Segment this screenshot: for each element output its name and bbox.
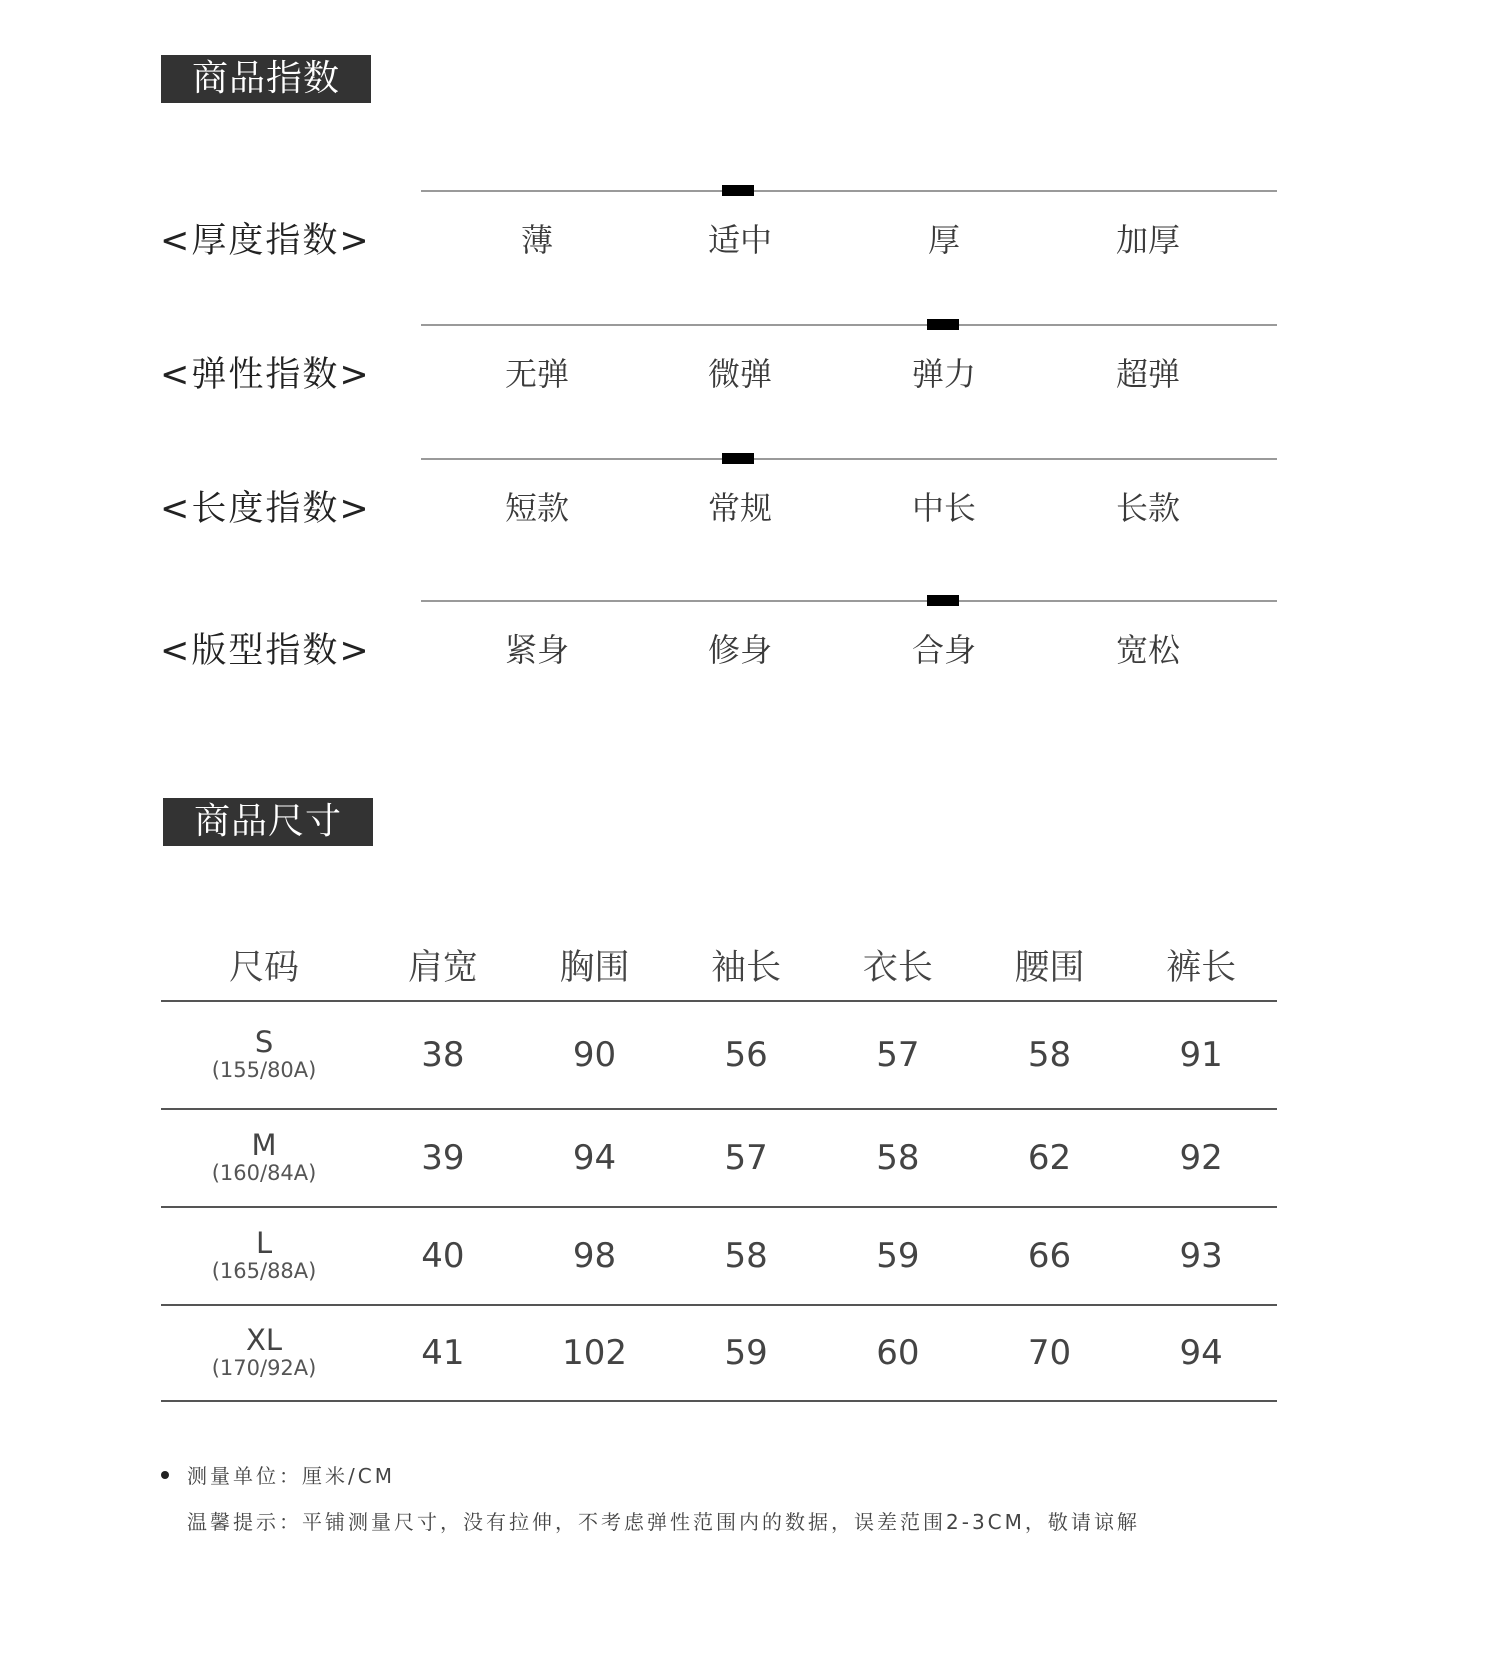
elasticity-option: 弹力 (911, 355, 976, 393)
measurement-tip: 温馨提示：平铺测量尺寸，没有拉伸，不考虑弹性范围内的数据，误差范围2-3CM，敬请谅解 (187, 1510, 1140, 1534)
table-row (161, 1305, 1277, 1401)
fit-index-title: <版型指数> (160, 631, 371, 671)
size-spec: (165/88A) (211, 1259, 317, 1283)
elasticity-option: 无弹 (504, 355, 569, 393)
value-cell: 94 (1125, 1305, 1277, 1401)
value-cell: 93 (1125, 1207, 1277, 1305)
value-cell: 56 (670, 1001, 822, 1109)
thickness-option: 厚 (927, 221, 960, 259)
fit-option: 合身 (911, 631, 976, 669)
product-index-heading: 商品指数 (161, 55, 371, 103)
table-row (161, 1109, 1277, 1207)
size-label: L (255, 1226, 273, 1260)
value-cell: 58 (670, 1207, 822, 1305)
length-index-scale (421, 458, 1277, 460)
thickness-option: 加厚 (1115, 221, 1180, 259)
header-sleeve: 袖长 (670, 930, 822, 1001)
value-cell: 57 (822, 1001, 974, 1109)
value-cell: 102 (519, 1305, 671, 1401)
size-table-header-row (161, 930, 1277, 1001)
elasticity-option: 微弹 (707, 355, 772, 393)
value-cell: 58 (822, 1109, 974, 1207)
size-label: S (254, 1025, 274, 1059)
value-cell: 60 (822, 1305, 974, 1401)
length-option: 常规 (707, 489, 772, 527)
size-label: M (251, 1128, 277, 1162)
fit-option: 修身 (707, 631, 772, 669)
length-option: 长款 (1115, 489, 1180, 527)
value-cell: 66 (974, 1207, 1126, 1305)
value-cell: 90 (519, 1001, 671, 1109)
fit-option: 紧身 (504, 631, 569, 669)
size-spec: (170/92A) (211, 1356, 317, 1380)
header-pants-length: 裤长 (1125, 930, 1277, 1001)
size-cell (161, 1207, 367, 1305)
thickness-option: 薄 (520, 221, 553, 259)
length-index-title: <长度指数> (160, 489, 371, 529)
value-cell: 91 (1125, 1001, 1277, 1109)
elasticity-index-scale (421, 324, 1277, 326)
value-cell: 70 (974, 1305, 1126, 1401)
header-length: 衣长 (822, 930, 974, 1001)
elasticity-index-marker (927, 319, 959, 330)
header-waist: 腰围 (974, 930, 1126, 1001)
product-size-heading: 商品尺寸 (163, 798, 373, 846)
fit-index-marker (927, 595, 959, 606)
value-cell: 38 (367, 1001, 519, 1109)
size-spec: (155/80A) (211, 1058, 317, 1082)
value-cell: 98 (519, 1207, 671, 1305)
size-cell (161, 1305, 367, 1401)
header-chest: 胸围 (519, 930, 671, 1001)
table-row (161, 1001, 1277, 1109)
value-cell: 39 (367, 1109, 519, 1207)
size-spec: (160/84A) (211, 1161, 317, 1185)
unit-note: 测量单位：厘米/CM (187, 1464, 395, 1488)
bullet-icon (161, 1471, 169, 1479)
fit-index-scale (421, 600, 1277, 602)
header-size: 尺码 (161, 930, 367, 1001)
value-cell: 41 (367, 1305, 519, 1401)
value-cell: 59 (822, 1207, 974, 1305)
value-cell: 57 (670, 1109, 822, 1207)
value-cell: 58 (974, 1001, 1126, 1109)
value-cell: 92 (1125, 1109, 1277, 1207)
size-table (161, 930, 1277, 1402)
thickness-index-scale (421, 190, 1277, 192)
size-cell (161, 1001, 367, 1109)
value-cell: 62 (974, 1109, 1126, 1207)
thickness-index-marker (722, 185, 754, 196)
thickness-index-title: <厚度指数> (160, 221, 371, 261)
fit-option: 宽松 (1115, 631, 1180, 669)
thickness-option: 适中 (707, 221, 772, 259)
table-row (161, 1207, 1277, 1305)
value-cell: 94 (519, 1109, 671, 1207)
value-cell: 40 (367, 1207, 519, 1305)
header-shoulder: 肩宽 (367, 930, 519, 1001)
size-label: XL (246, 1323, 283, 1357)
elasticity-index-title: <弹性指数> (160, 355, 371, 395)
length-index-marker (722, 453, 754, 464)
length-option: 中长 (911, 489, 976, 527)
length-option: 短款 (504, 489, 569, 527)
value-cell: 59 (670, 1305, 822, 1401)
size-cell (161, 1109, 367, 1207)
elasticity-option: 超弹 (1115, 355, 1180, 393)
